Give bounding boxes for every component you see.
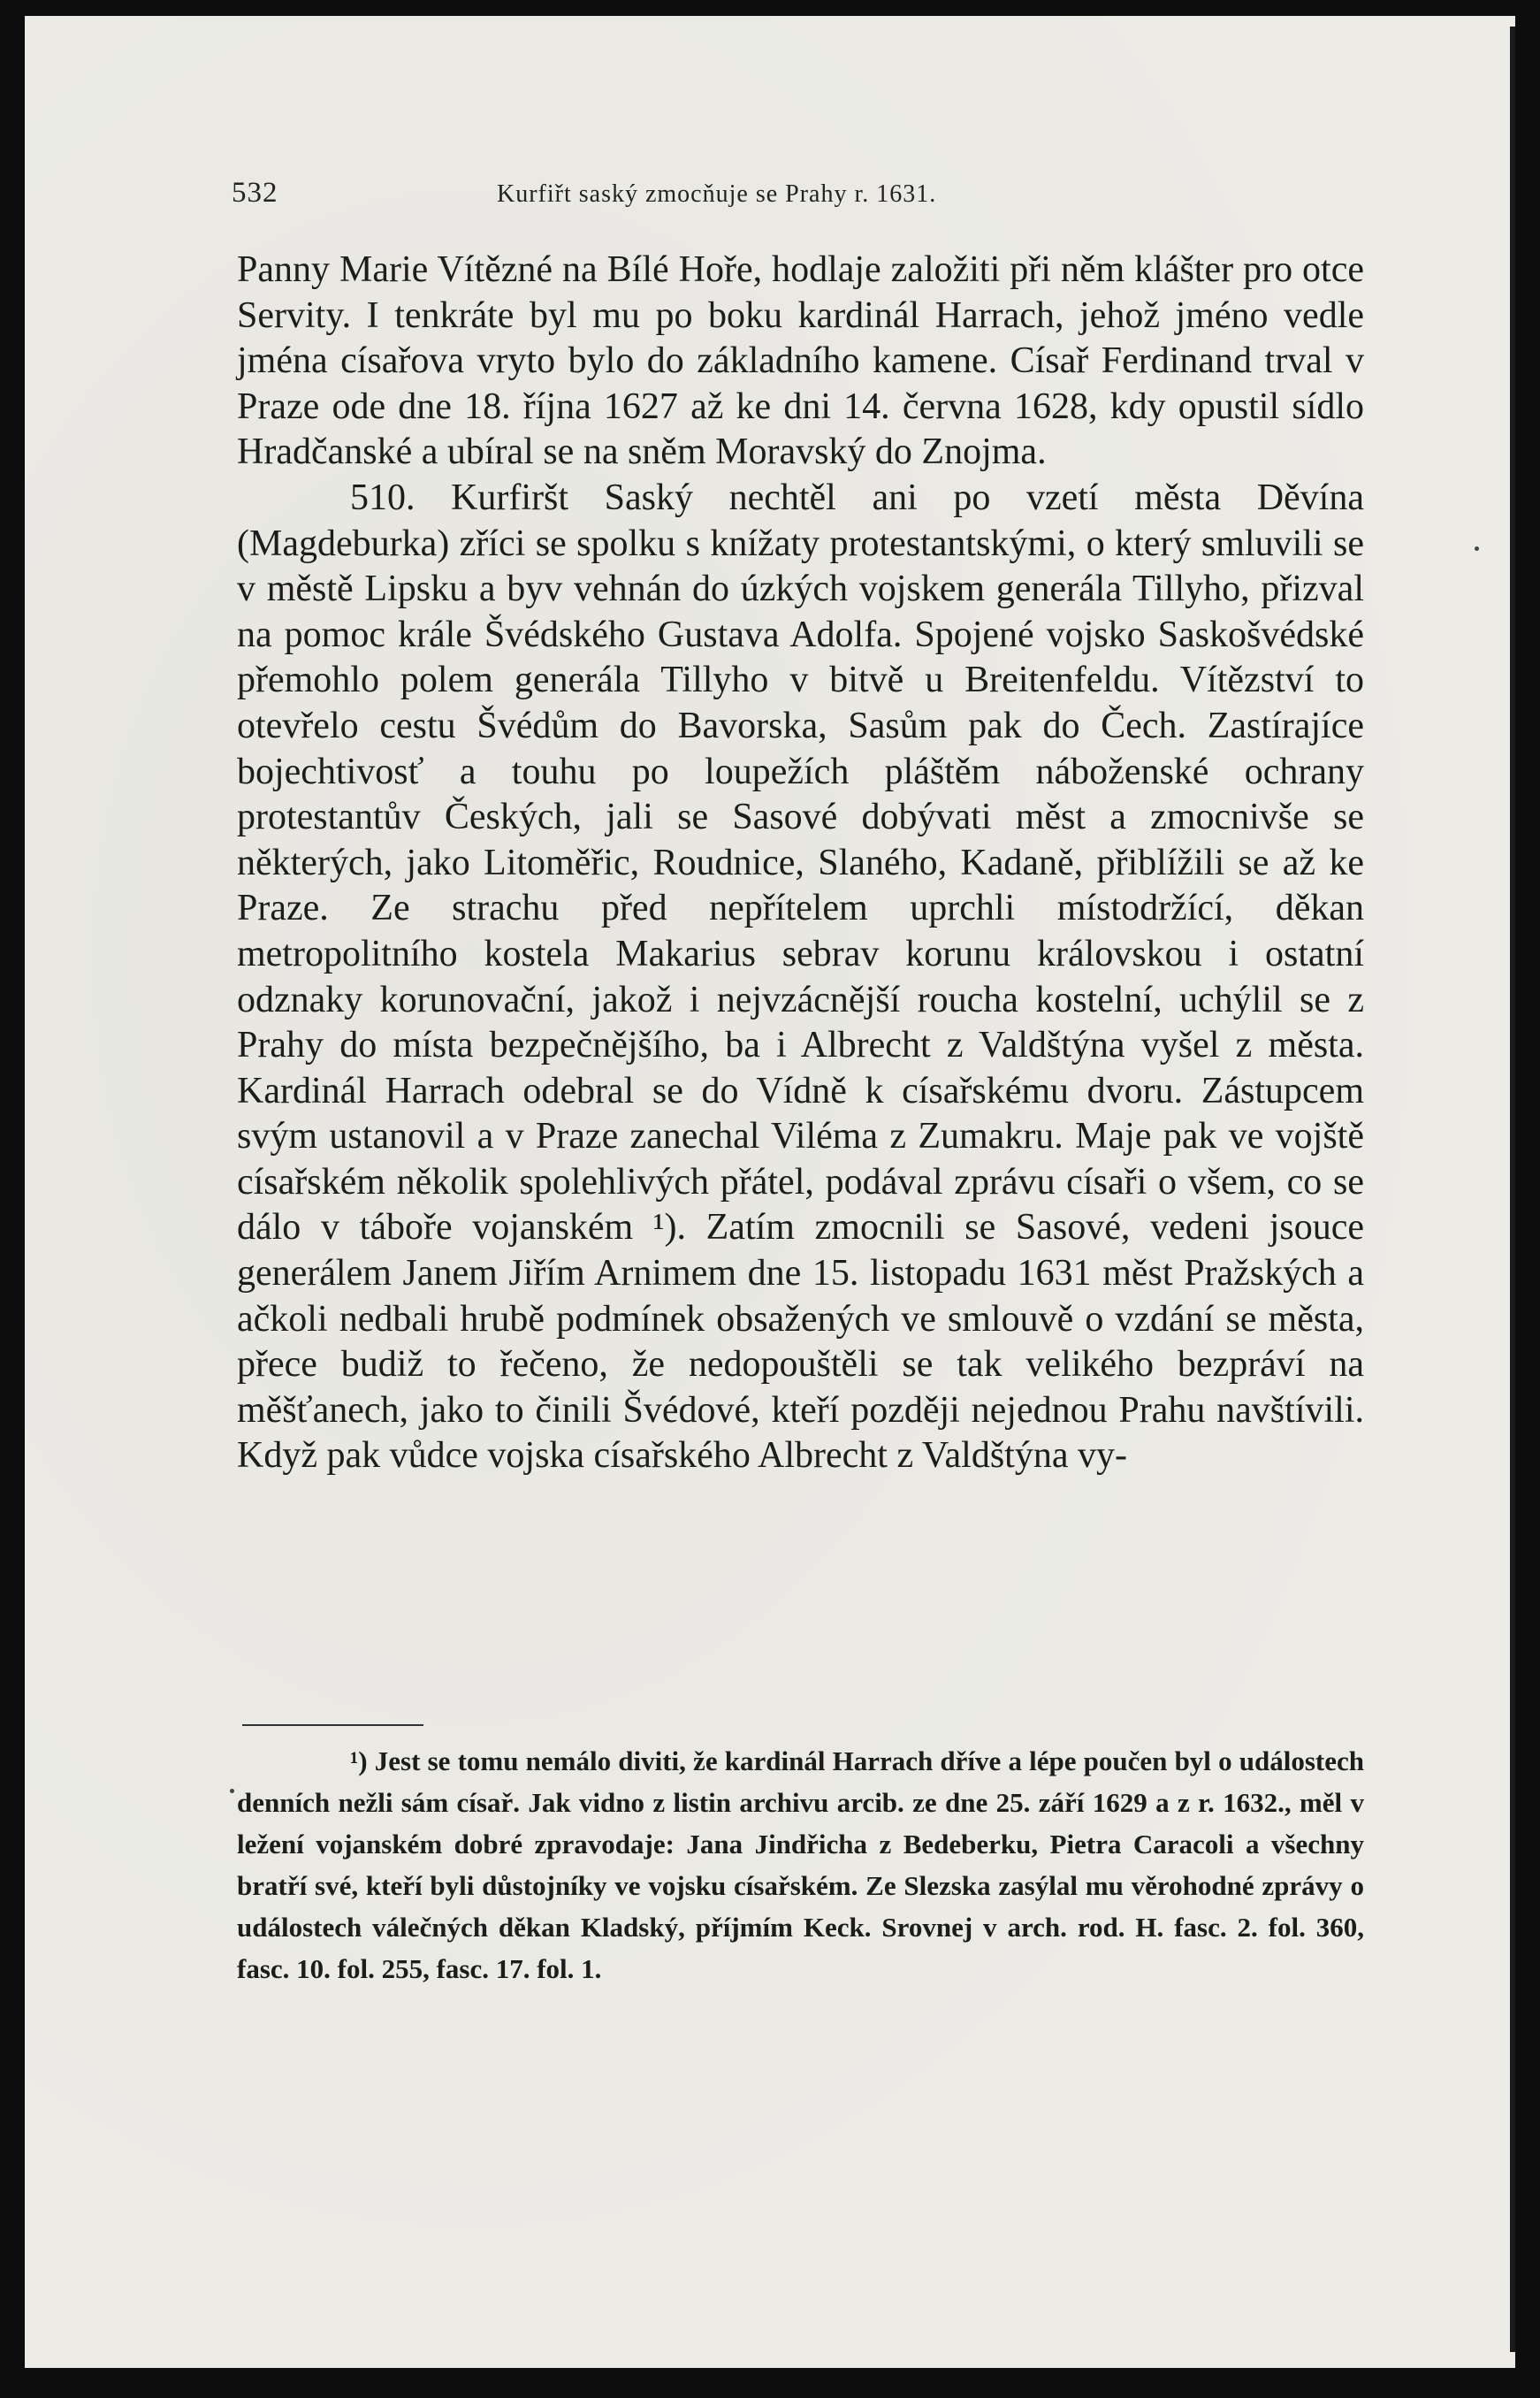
footnote-1: ¹) Jest se tomu nemálo diviti, že kardinál Harrach dříve a lépe poučen byl o událostech denních nežli sám císař. Jak vidno z listin archivu arcib. ze dne 25. září 1629 a z r. 1632., měl v ležení vojanském dobré zpravodaje: Jana Jindřicha z Bedeberku, Pietra Caracoli a všechny bratří své, kteří byli důstojníky ve vojsku císařském. Ze Slezska zasýlal mu věrohodné zprávy o událostech válečných děkan Kladský, příjmím Keck. Srovnej v arch. rod. H. fasc. 2. fol. 360, fasc. 10. fol. 255, fasc. 17. fol. 1. bbox=[237, 1745, 1364, 1984]
scan-speck bbox=[230, 1789, 234, 1793]
running-title: Kurfiřt saský zmocňuje se Prahy r. 1631. bbox=[497, 180, 937, 208]
page-header bbox=[232, 177, 1381, 221]
page-number: 532 bbox=[232, 177, 278, 209]
scan-speck bbox=[1475, 546, 1479, 551]
footnotes bbox=[237, 1740, 1364, 1989]
paragraph-510: 510. Kurfiršt Saský nechtěl ani po vzetí města Děvína (Magdeburka) zříci se spolku s knížaty protestantskými, o který smluvili se v městě Lipsku a byv vehnán do úzkých vojskem generála Tillyho, přizval na pomoc krále Švédského Gustava Adolfa. Spojené vojsko Saskošvédské přemohlo polem generála Tillyho v bitvě u Breitenfeldu. Vítězství to otevřelo cestu Švédům do Bavorska, Sasům pak do Čech. Zastírajíce bojechtivosť a touhu po loupežích pláštěm náboženské ochrany protestantův Českých, jali se Sasové dobývati měst a zmocnivše se některých, jako Litoměřic, Roudnice, Slaného, Kadaně, přiblížili se až ke Praze. Ze strachu před nepřítelem uprchli místodržící, děkan metropolitního kostela Makarius sebrav korunu královskou i ostatní odznaky korunovační, jakož i nejvzácnější roucha kostelní, uchýlil se z Prahy do místa bezpečnějšího, ba i Albrecht z Valdštýna vyšel z města. Kardinál Harrach odebral se do Vídně k císařskému dvoru. Zástupcem svým ustanovil a v Praze zanechal Viléma z Zumakru. Maje pak ve vojště císařském několik spolehlivých přátel, podával zprávu císaři o všem, co se dálo v táboře vojanském ¹). Zatím zmocnili se Sasové, vedeni jsouce generálem Janem Jiřím Arnimem dne 15. listopadu 1631 měst Pražských a ačkoli nedbali hrubě podmínek obsažených ve smlouvě o vzdání se města, přece budiž to řečeno, že nedopouštěli se tak velikého bezpráví na měšťanech, jako to činili Švédové, kteří později nejednou Prahu navštívili. Když pak vůdce vojska císařského Albrecht z Valdštýna vy- bbox=[237, 477, 1364, 1477]
main-text bbox=[237, 248, 1364, 1479]
page-edge-shadow bbox=[1510, 27, 1515, 2352]
paragraph-continued: Panny Marie Vítězné na Bílé Hoře, hodlaje založiti při něm klášter pro otce Servity. I tenkráte byl mu po boku kardinál Harrach, jehož jméno vedle jména císařova vryto bylo do základního kamene. Císař Ferdinand trval v Praze ode dne 18. října 1627 až ke dni 14. června 1628, kdy opustil sídlo Hradčanské a ubíral se na sněm Moravský do Znojma. bbox=[237, 249, 1364, 473]
footnote-separator bbox=[242, 1724, 423, 1726]
